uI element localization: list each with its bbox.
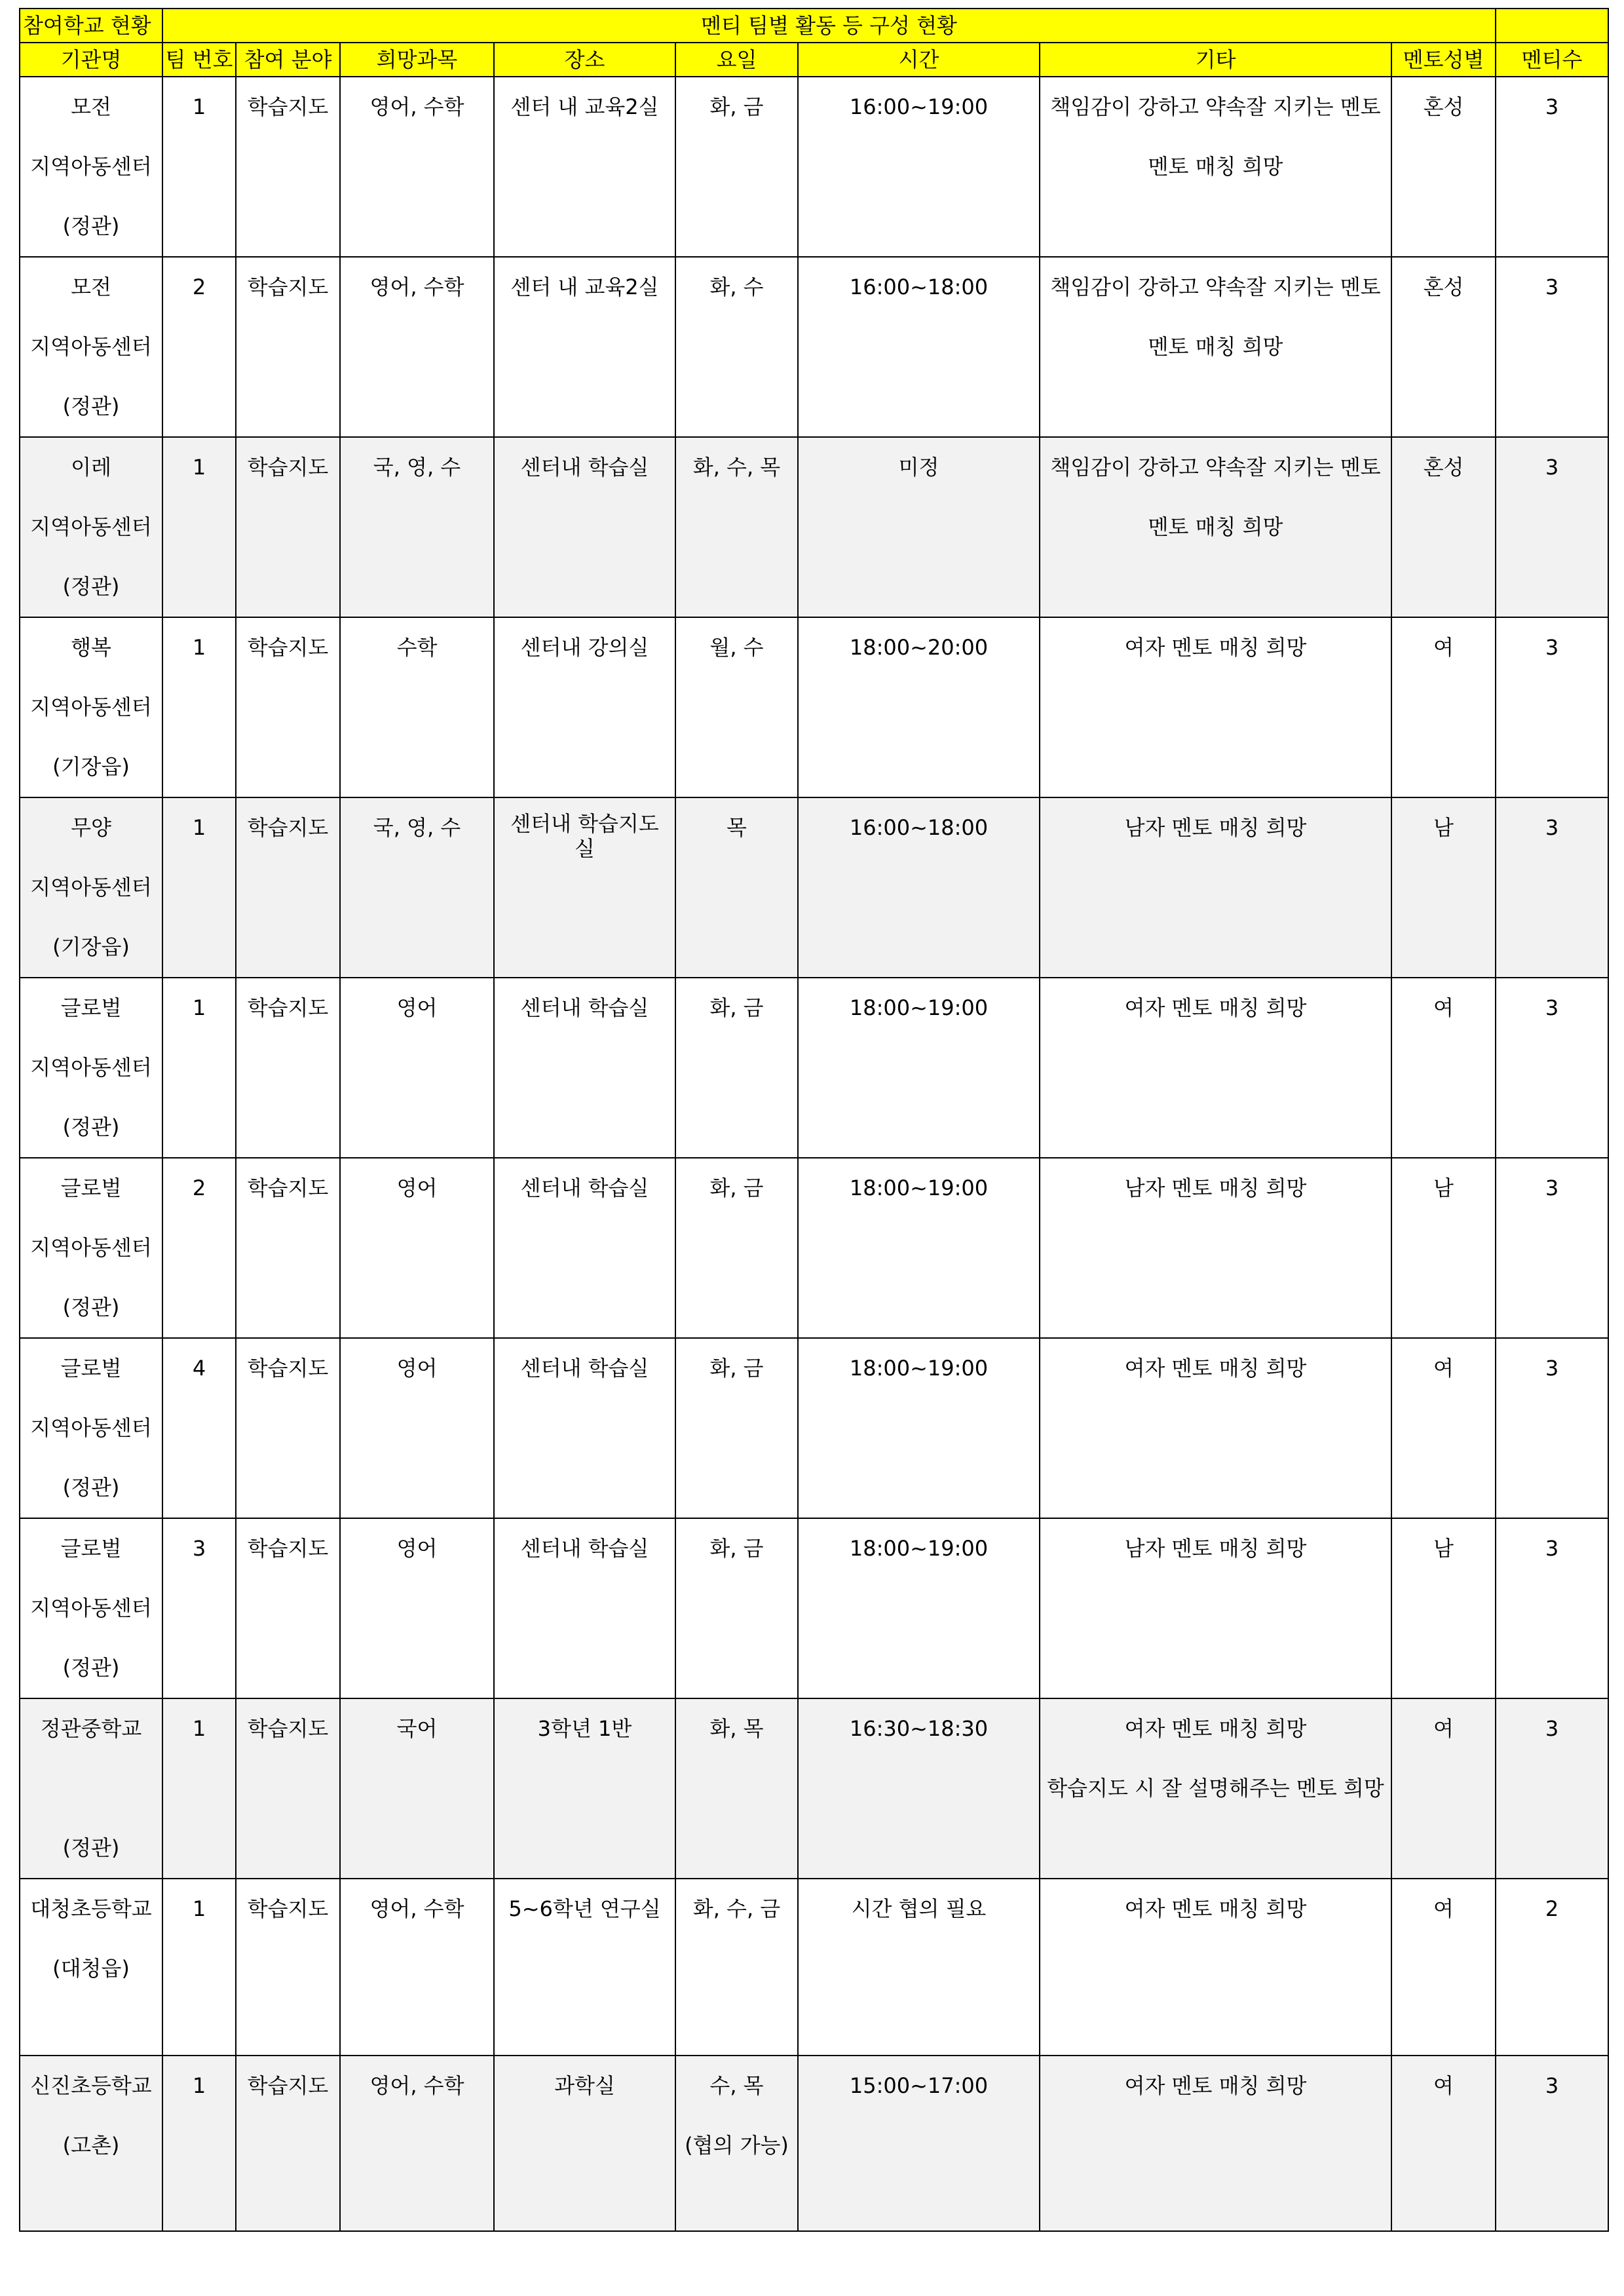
col-field: 참여 분야 — [236, 43, 340, 77]
subject-cell-text: 국, 영, 수 — [373, 455, 461, 480]
subject-cell-text: 국, 영, 수 — [373, 815, 461, 840]
table-row — [20, 437, 1608, 617]
field-cell — [236, 978, 340, 1158]
mentor-gender-cell — [1391, 1338, 1496, 1518]
field-cell — [236, 1879, 340, 2056]
day-cell — [675, 2056, 798, 2231]
team-no-cell — [162, 257, 236, 437]
institution-cell-line: (기장읍) — [52, 934, 130, 959]
institution-cell-line: 모전 — [71, 94, 111, 119]
etc-cell-line: 여자 멘토 매칭 희망 — [1124, 1716, 1307, 1741]
place-wrap — [495, 798, 675, 862]
field-cell — [236, 1338, 340, 1518]
col-etc: 기타 — [1040, 43, 1391, 77]
subject-cell-text: 영어, 수학 — [369, 94, 464, 119]
day-cell-line: 월, 수 — [709, 635, 764, 660]
mentor-gender-cell — [1391, 617, 1496, 797]
col-mentee-count: 멘티수 — [1496, 43, 1608, 77]
team-no-cell — [162, 1698, 236, 1879]
mentor-gender-cell-text: 혼성 — [1423, 94, 1464, 119]
team-no-cell — [162, 77, 236, 257]
mentor-gender-cell-text: 여 — [1433, 1356, 1454, 1381]
team-no-cell — [162, 2056, 236, 2231]
time-cell-text: 18:00~19:00 — [849, 995, 989, 1020]
etc-cell-line: 학습지도 시 잘 설명해주는 멘토 희망 — [1047, 1776, 1384, 1801]
mentor-gender-cell-text: 혼성 — [1423, 275, 1464, 299]
institution-cell-line: (정관) — [62, 1295, 120, 1320]
institution-cell-line: (기장읍) — [52, 754, 130, 779]
mentee-count-cell-text: 3 — [1545, 815, 1559, 840]
mentee-count-cell-text: 3 — [1545, 275, 1559, 299]
table-row — [20, 617, 1608, 797]
place-cell — [494, 2056, 675, 2231]
time-cell-text: 시간 협의 필요 — [851, 1896, 987, 1921]
day-cell-line: 화, 수, 목 — [692, 455, 781, 480]
field-cell — [236, 617, 340, 797]
etc-cell-line: 남자 멘토 매칭 희망 — [1124, 1176, 1307, 1200]
place-cell — [494, 1158, 675, 1338]
mentor-gender-cell-text: 남 — [1433, 1176, 1454, 1200]
team-no-cell-text: 1 — [192, 94, 206, 119]
mentee-count-cell-text: 3 — [1545, 635, 1559, 660]
field-cell-text: 학습지도 — [247, 455, 329, 480]
mentor-gender-cell-text: 남 — [1433, 1536, 1454, 1561]
etc-cell-line: 여자 멘토 매칭 희망 — [1124, 635, 1307, 660]
field-cell-text: 학습지도 — [247, 1176, 329, 1200]
institution-cell-line — [20, 1759, 162, 1818]
mentee-count-cell — [1496, 257, 1608, 437]
institution-cell-line: (정관) — [62, 1835, 120, 1860]
blank-header-cell — [1496, 9, 1608, 43]
time-cell — [798, 1518, 1040, 1698]
institution-cell-line: (정관) — [62, 394, 120, 419]
institution-cell-line: 행복 — [71, 635, 111, 660]
mentor-gender-cell-text: 여 — [1433, 2073, 1454, 2098]
time-cell — [798, 1698, 1040, 1879]
team-no-cell-text: 2 — [192, 275, 206, 299]
subject-cell — [340, 77, 494, 257]
mentor-gender-cell-text: 여 — [1433, 1896, 1454, 1921]
team-no-cell — [162, 1158, 236, 1338]
place-cell-line: 센터내 학습실 — [520, 455, 649, 480]
subject-cell-text: 국어 — [396, 1716, 438, 1741]
institution-cell-line: 지역아동센터 — [30, 1055, 152, 1080]
header-row-columns — [20, 43, 1608, 77]
institution-cell-line: 지역아동센터 — [30, 154, 152, 179]
field-cell-text: 학습지도 — [247, 635, 329, 660]
time-cell — [798, 2056, 1040, 2231]
field-cell-text: 학습지도 — [247, 94, 329, 119]
col-team-no: 팀 번호 — [162, 43, 236, 77]
day-cell-line: 화, 수, 금 — [692, 1896, 781, 1921]
day-cell-line: 화, 금 — [709, 1356, 764, 1381]
mentee-count-cell-text: 2 — [1545, 1896, 1559, 1921]
etc-cell-line: 여자 멘토 매칭 희망 — [1124, 995, 1307, 1020]
institution-cell-line: (정관) — [62, 1475, 120, 1500]
header-row-top — [20, 9, 1608, 43]
institution-cell — [20, 978, 162, 1158]
institution-cell-line: (정관) — [62, 1115, 120, 1139]
institution-cell — [20, 1518, 162, 1698]
mentor-gender-cell — [1391, 257, 1496, 437]
subject-cell-text: 영어, 수학 — [369, 275, 464, 299]
table-row — [20, 978, 1608, 1158]
team-no-cell-text: 1 — [192, 635, 206, 660]
day-cell — [675, 1518, 798, 1698]
mentor-gender-cell-text: 여 — [1433, 1716, 1454, 1741]
institution-cell-line: 글로벌 — [60, 1356, 122, 1381]
institution-cell-line: 글로벌 — [60, 1536, 122, 1561]
time-cell — [798, 617, 1040, 797]
team-no-cell-text: 2 — [192, 1176, 206, 1200]
institution-cell-line: 이레 — [71, 455, 111, 480]
time-cell — [798, 797, 1040, 978]
etc-cell — [1040, 978, 1391, 1158]
mentee-count-cell — [1496, 617, 1608, 797]
etc-cell-line: 여자 멘토 매칭 희망 — [1124, 1896, 1307, 1921]
institution-cell-line: (정관) — [62, 214, 120, 239]
institution-cell-line: (정관) — [62, 574, 120, 599]
mentee-count-cell — [1496, 797, 1608, 978]
field-cell-text: 학습지도 — [247, 1716, 329, 1741]
mentor-gender-cell — [1391, 2056, 1496, 2231]
etc-cell — [1040, 1698, 1391, 1879]
mentee-count-cell-text: 3 — [1545, 1536, 1559, 1561]
place-cell-line: 센터 내 교육2실 — [510, 275, 659, 299]
institution-cell — [20, 797, 162, 978]
etc-cell-line: 멘토 매칭 희망 — [1148, 514, 1283, 539]
table-row — [20, 797, 1608, 978]
time-cell — [798, 437, 1040, 617]
institution-cell-line: 대청초등학교 — [30, 1896, 152, 1921]
col-institution: 기관명 — [20, 43, 162, 77]
team-no-cell-text: 1 — [192, 1716, 206, 1741]
etc-cell-line: 멘토 매칭 희망 — [1148, 154, 1283, 179]
subject-cell — [340, 978, 494, 1158]
time-cell-text: 16:30~18:30 — [849, 1716, 989, 1741]
time-cell-text: 16:00~19:00 — [849, 94, 989, 119]
mentee-team-table — [19, 8, 1609, 2232]
place-cell — [494, 77, 675, 257]
place-cell-line: 센터 내 교육2실 — [510, 94, 659, 119]
mentee-count-cell-text: 3 — [1545, 2073, 1559, 2098]
table-row — [20, 1698, 1608, 1879]
etc-cell — [1040, 617, 1391, 797]
day-cell-line: 화, 금 — [709, 1176, 764, 1200]
place-cell-line: 센터내 학습실 — [520, 1176, 649, 1200]
time-cell-text: 15:00~17:00 — [849, 2073, 989, 2098]
place-cell — [494, 437, 675, 617]
institution-cell-line: 지역아동센터 — [30, 1235, 152, 1260]
institution-cell — [20, 2056, 162, 2231]
field-cell-text: 학습지도 — [247, 275, 329, 299]
mentee-count-cell — [1496, 978, 1608, 1158]
col-subject: 희망과목 — [340, 43, 494, 77]
institution-cell-line: 신진초등학교 — [30, 2073, 152, 2098]
institution-cell-line: 지역아동센터 — [30, 1415, 152, 1440]
col-time: 시간 — [798, 43, 1040, 77]
institution-cell-line: 글로벌 — [60, 995, 122, 1020]
table-row — [20, 77, 1608, 257]
table-row — [20, 1338, 1608, 1518]
day-cell-line: 화, 금 — [709, 1536, 764, 1561]
etc-cell-line: 책임감이 강하고 약속잘 지키는 멘토 — [1050, 94, 1381, 119]
mentor-gender-cell — [1391, 1698, 1496, 1879]
place-cell — [494, 1518, 675, 1698]
institution-cell-line: 모전 — [71, 275, 111, 299]
institution-cell — [20, 437, 162, 617]
field-cell — [236, 1698, 340, 1879]
place-cell-line: 센터내 학습실 — [520, 1356, 649, 1381]
day-cell — [675, 797, 798, 978]
day-cell-line: 화, 금 — [709, 995, 764, 1020]
place-cell — [494, 978, 675, 1158]
subject-cell-text: 영어 — [396, 1176, 438, 1200]
mentee-count-cell-text: 3 — [1545, 94, 1559, 119]
place-cell-line: 센터내 학습실 — [520, 995, 649, 1020]
day-cell — [675, 1338, 798, 1518]
etc-cell — [1040, 77, 1391, 257]
team-no-cell — [162, 797, 236, 978]
etc-cell-line: 멘토 매칭 희망 — [1148, 334, 1283, 359]
etc-cell-line: 여자 멘토 매칭 희망 — [1124, 1356, 1307, 1381]
institution-cell-line: 무양 — [71, 815, 111, 840]
institution-cell-line: (정관) — [62, 1655, 120, 1680]
institution-cell-line: 지역아동센터 — [30, 1596, 152, 1620]
field-cell-text: 학습지도 — [247, 1536, 329, 1561]
time-cell-text: 18:00~20:00 — [849, 635, 989, 660]
table-row — [20, 1518, 1608, 1698]
day-cell-line: 화, 금 — [709, 94, 764, 119]
day-cell — [675, 437, 798, 617]
table-row — [20, 1158, 1608, 1338]
etc-cell — [1040, 1158, 1391, 1338]
etc-cell — [1040, 2056, 1391, 2231]
mentee-count-cell-text: 3 — [1545, 995, 1559, 1020]
mentee-count-cell — [1496, 77, 1608, 257]
subject-cell — [340, 1879, 494, 2056]
place-cell-line: 5~6학년 연구실 — [508, 1896, 661, 1921]
field-cell — [236, 257, 340, 437]
mentee-count-cell — [1496, 1158, 1608, 1338]
mentee-count-cell-text: 3 — [1545, 1356, 1559, 1381]
subject-cell — [340, 797, 494, 978]
etc-cell — [1040, 257, 1391, 437]
mentor-gender-cell — [1391, 77, 1496, 257]
day-cell-line: 수, 목 — [709, 2073, 764, 2098]
time-cell-text: 16:00~18:00 — [849, 815, 989, 840]
subject-cell — [340, 437, 494, 617]
subject-cell — [340, 1158, 494, 1338]
mentee-count-cell — [1496, 437, 1608, 617]
etc-cell-line: 남자 멘토 매칭 희망 — [1124, 815, 1307, 840]
subject-cell — [340, 617, 494, 797]
subject-cell-text: 영어 — [396, 995, 438, 1020]
field-cell — [236, 1518, 340, 1698]
place-cell — [494, 1879, 675, 2056]
day-cell-line: (협의 가능) — [685, 2133, 789, 2158]
subject-cell — [340, 1338, 494, 1518]
subject-cell — [340, 257, 494, 437]
mentee-count-cell — [1496, 2056, 1608, 2231]
team-status-header: 멘티 팀별 활동 등 구성 현황 — [162, 9, 1496, 43]
field-cell-text: 학습지도 — [247, 2073, 329, 2098]
place-cell — [494, 1338, 675, 1518]
mentor-gender-cell — [1391, 1518, 1496, 1698]
institution-cell-line: (대청읍) — [52, 1956, 130, 1981]
etc-cell — [1040, 1879, 1391, 2056]
field-cell-text: 학습지도 — [247, 995, 329, 1020]
subject-cell — [340, 1518, 494, 1698]
institution-cell-line: 지역아동센터 — [30, 875, 152, 900]
field-cell — [236, 77, 340, 257]
time-cell — [798, 1158, 1040, 1338]
day-cell-line: 화, 목 — [709, 1716, 764, 1741]
institution-cell — [20, 1338, 162, 1518]
place-cell-line: 센터내 강의실 — [520, 635, 649, 660]
mentee-count-cell — [1496, 1338, 1608, 1518]
team-no-cell — [162, 617, 236, 797]
mentor-gender-cell — [1391, 1158, 1496, 1338]
time-cell-text: 18:00~19:00 — [849, 1176, 989, 1200]
team-no-cell-text: 1 — [192, 1896, 206, 1921]
subject-cell-text: 영어, 수학 — [369, 2073, 464, 2098]
institution-cell — [20, 77, 162, 257]
team-no-cell-text: 1 — [192, 995, 206, 1020]
subject-cell — [340, 1698, 494, 1879]
team-no-cell-text: 4 — [192, 1356, 206, 1381]
team-no-cell-text: 1 — [192, 2073, 206, 2098]
col-mentor-gender: 멘토성별 — [1391, 43, 1496, 77]
mentor-gender-cell-text: 혼성 — [1423, 455, 1464, 480]
institution-cell-line: 정관중학교 — [40, 1716, 142, 1741]
institution-cell — [20, 1879, 162, 2056]
table-row — [20, 2056, 1608, 2231]
time-cell — [798, 1879, 1040, 2056]
team-no-cell — [162, 1879, 236, 2056]
team-no-cell — [162, 1518, 236, 1698]
table-row — [20, 257, 1608, 437]
institution-cell — [20, 257, 162, 437]
mentor-gender-cell-text: 남 — [1433, 815, 1454, 840]
mentor-gender-cell — [1391, 1879, 1496, 2056]
place-cell-line: 센터내 학습실 — [520, 1536, 649, 1561]
field-cell-text: 학습지도 — [247, 1356, 329, 1381]
time-cell-text: 18:00~19:00 — [849, 1536, 989, 1561]
team-no-cell — [162, 1338, 236, 1518]
mentor-gender-cell — [1391, 437, 1496, 617]
place-cell — [494, 1698, 675, 1879]
institution-cell — [20, 617, 162, 797]
day-cell-line: 목 — [727, 815, 747, 840]
place-cell — [494, 617, 675, 797]
col-day: 요일 — [675, 43, 798, 77]
team-no-cell — [162, 437, 236, 617]
day-cell — [675, 1698, 798, 1879]
day-cell — [675, 1879, 798, 2056]
place-cell — [494, 797, 675, 978]
field-cell — [236, 797, 340, 978]
team-no-cell — [162, 978, 236, 1158]
time-cell — [798, 257, 1040, 437]
mentee-count-cell-text: 3 — [1545, 1716, 1559, 1741]
institution-cell — [20, 1698, 162, 1879]
mentee-count-cell — [1496, 1518, 1608, 1698]
field-cell — [236, 437, 340, 617]
institution-cell-line: 지역아동센터 — [30, 334, 152, 359]
institution-cell-line: 글로벌 — [60, 1176, 122, 1200]
subject-cell-text: 영어 — [396, 1356, 438, 1381]
institution-cell-line: 지역아동센터 — [30, 514, 152, 539]
mentee-count-cell-text: 3 — [1545, 455, 1559, 480]
day-cell — [675, 978, 798, 1158]
mentor-gender-cell-text: 여 — [1433, 995, 1454, 1020]
time-cell-text: 미정 — [898, 455, 939, 480]
team-no-cell-text: 3 — [192, 1536, 206, 1561]
school-status-header: 참여학교 현황 — [20, 9, 162, 43]
day-cell-line: 화, 수 — [709, 275, 764, 299]
etc-cell-line: 남자 멘토 매칭 희망 — [1124, 1536, 1307, 1561]
institution-cell — [20, 1158, 162, 1338]
time-cell — [798, 978, 1040, 1158]
time-cell-text: 18:00~19:00 — [849, 1356, 989, 1381]
mentor-gender-cell — [1391, 978, 1496, 1158]
etc-cell — [1040, 437, 1391, 617]
day-cell — [675, 1158, 798, 1338]
institution-cell-line: (고촌) — [62, 2133, 120, 2158]
place-line: 실 — [575, 836, 595, 862]
mentor-gender-cell — [1391, 797, 1496, 978]
mentor-gender-cell-text: 여 — [1433, 635, 1454, 660]
place-cell — [494, 257, 675, 437]
subject-cell-text: 영어, 수학 — [369, 1896, 464, 1921]
team-no-cell-text: 1 — [192, 815, 206, 840]
mentee-count-cell — [1496, 1879, 1608, 2056]
etc-cell — [1040, 797, 1391, 978]
field-cell-text: 학습지도 — [247, 1896, 329, 1921]
subject-cell — [340, 2056, 494, 2231]
team-no-cell-text: 1 — [192, 455, 206, 480]
time-cell-text: 16:00~18:00 — [849, 275, 989, 299]
etc-cell — [1040, 1338, 1391, 1518]
place-cell-line: 과학실 — [554, 2073, 615, 2098]
time-cell — [798, 1338, 1040, 1518]
field-cell — [236, 2056, 340, 2231]
etc-cell-line: 책임감이 강하고 약속잘 지키는 멘토 — [1050, 275, 1381, 299]
day-cell — [675, 257, 798, 437]
etc-cell-line: 책임감이 강하고 약속잘 지키는 멘토 — [1050, 455, 1381, 480]
field-cell-text: 학습지도 — [247, 815, 329, 840]
day-cell — [675, 77, 798, 257]
time-cell — [798, 77, 1040, 257]
etc-cell-line: 여자 멘토 매칭 희망 — [1124, 2073, 1307, 2098]
institution-cell-line: 지역아동센터 — [30, 695, 152, 719]
place-cell-line: 3학년 1반 — [537, 1716, 632, 1741]
etc-cell — [1040, 1518, 1391, 1698]
subject-cell-text: 영어 — [396, 1536, 438, 1561]
place-line: 센터내 학습지도 — [510, 811, 659, 836]
field-cell — [236, 1158, 340, 1338]
mentee-count-cell — [1496, 1698, 1608, 1879]
day-cell — [675, 617, 798, 797]
col-place: 장소 — [494, 43, 675, 77]
table-row — [20, 1879, 1608, 2056]
mentee-count-cell-text: 3 — [1545, 1176, 1559, 1200]
subject-cell-text: 수학 — [396, 635, 438, 660]
